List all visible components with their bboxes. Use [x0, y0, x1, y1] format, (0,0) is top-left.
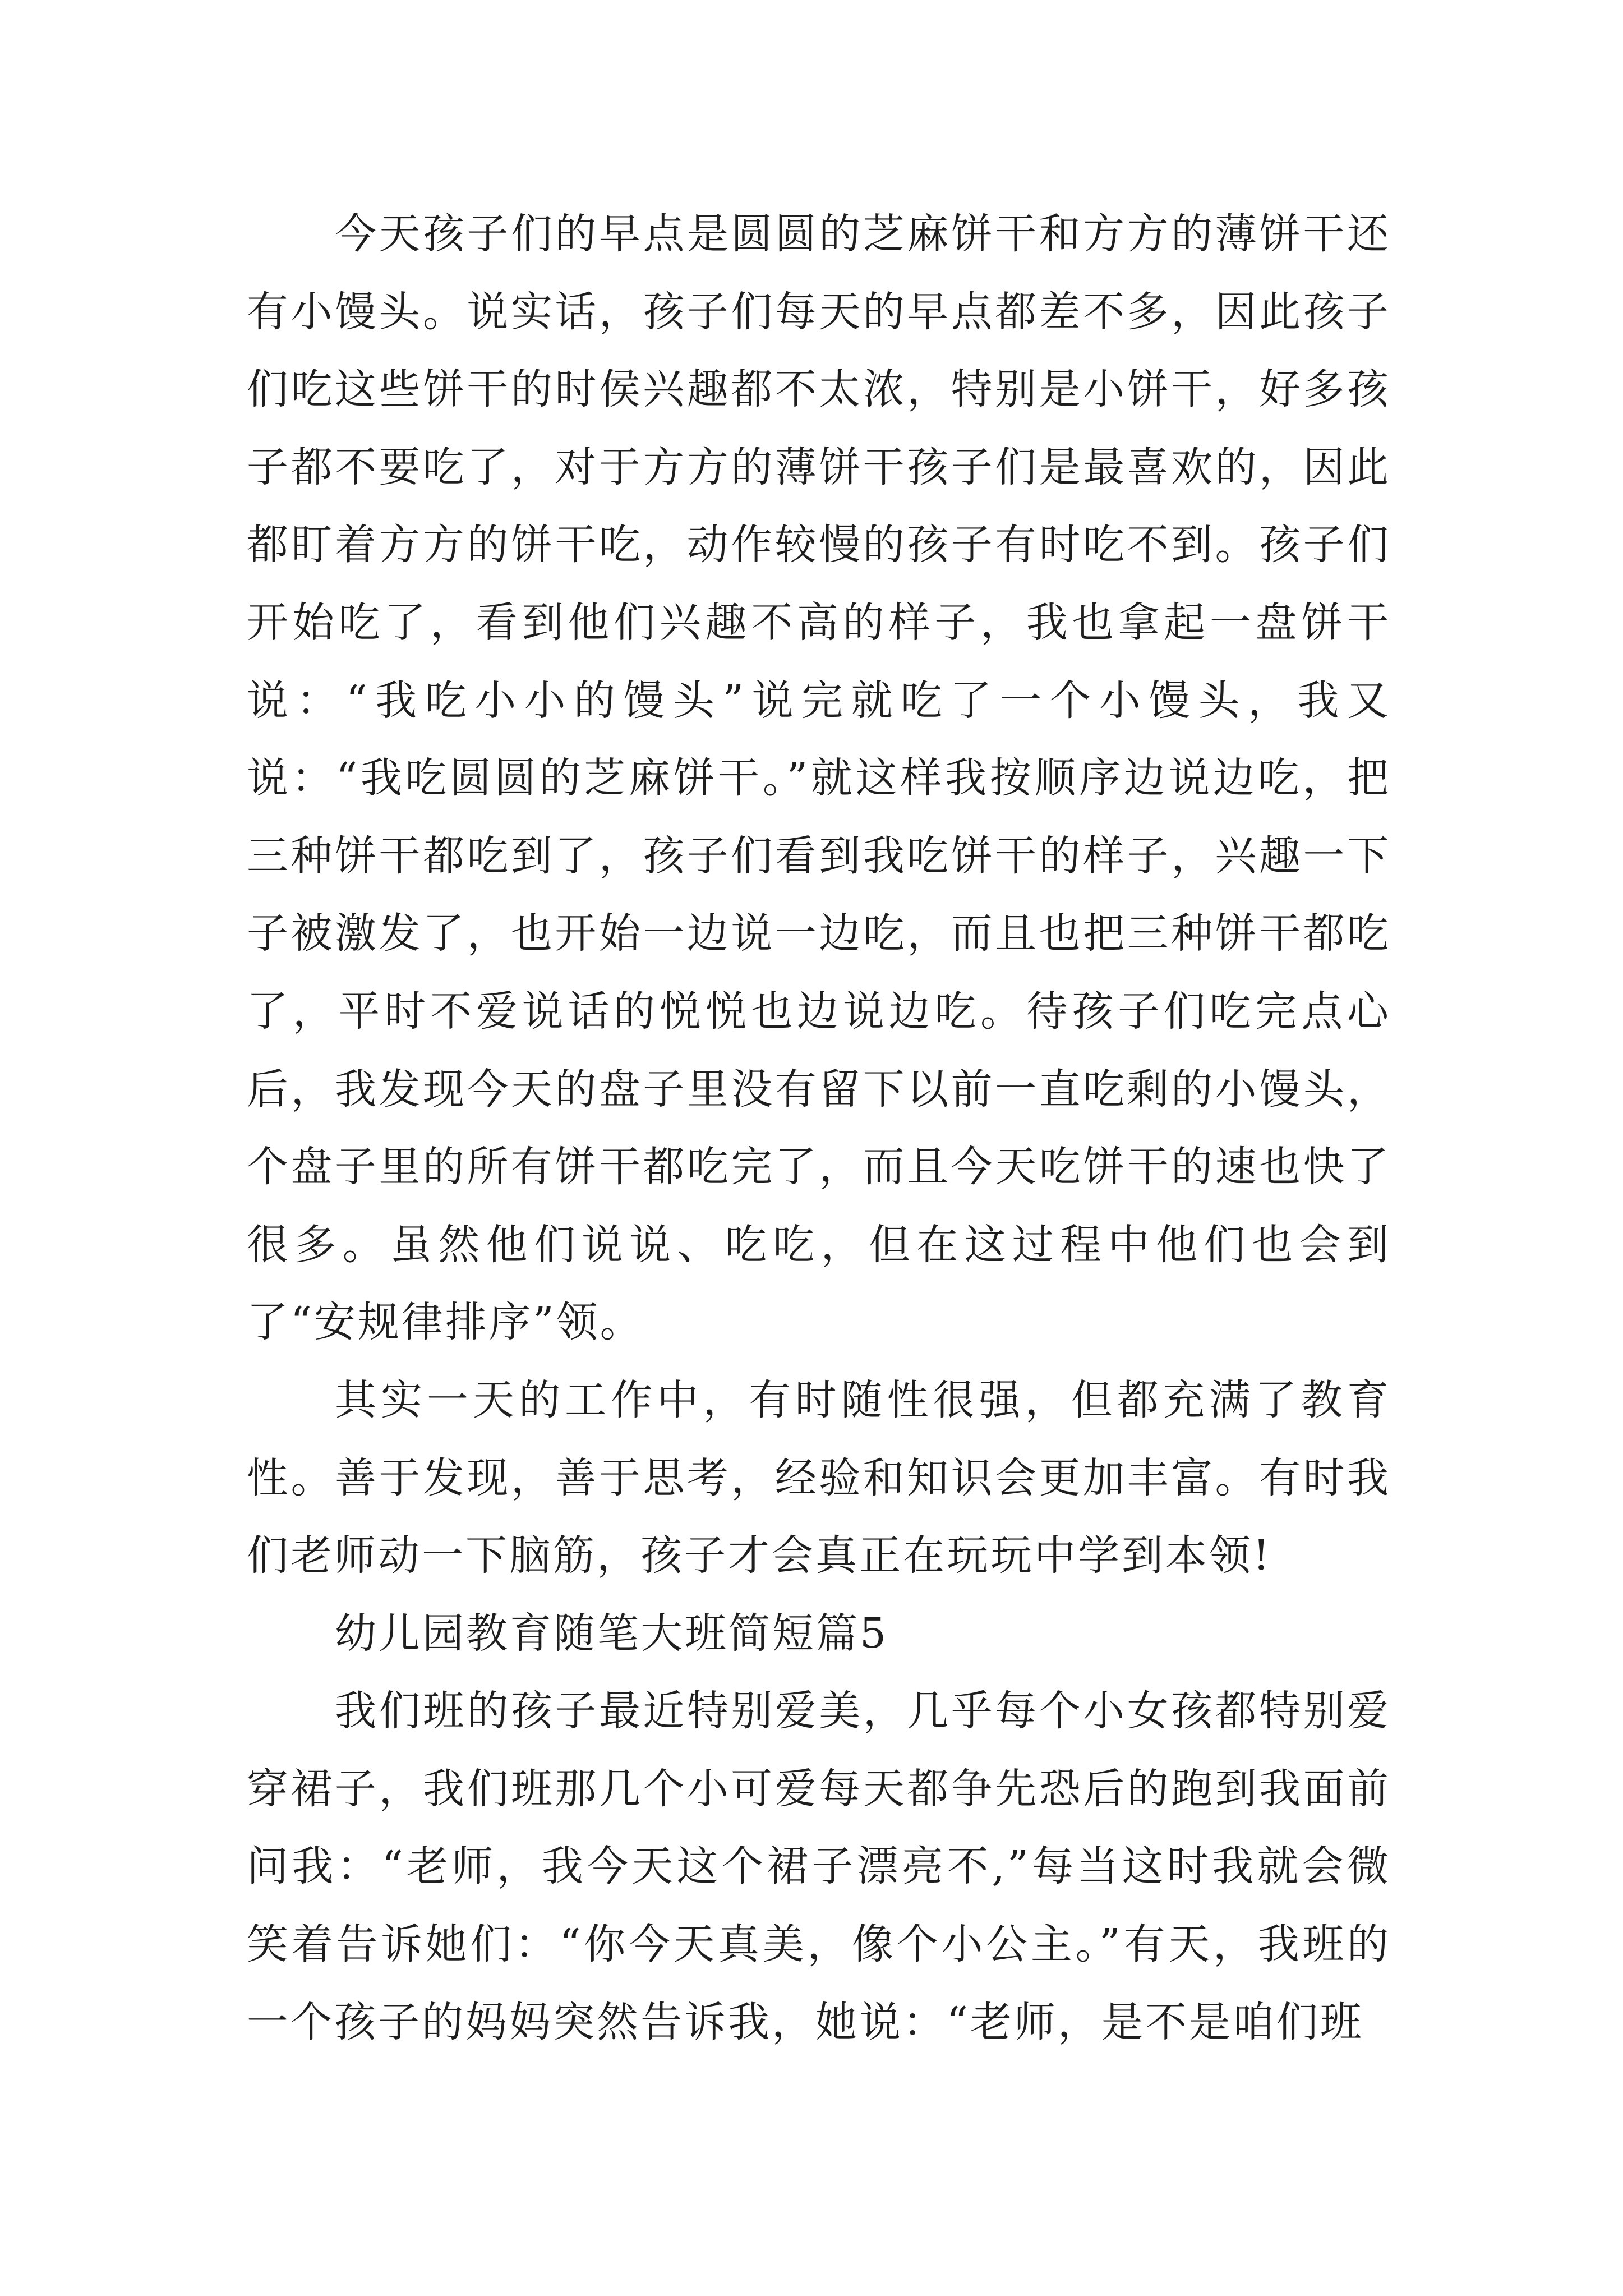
paragraph-reflection: 其实一天的工作中，有时随性很强，但都充满了教育性。善于发现，善于思考，经验和知识会更加丰富。有时我们老师动一下脑筋，孩子才会真正在玩玩中学到本领!	[247, 1375, 1391, 1580]
section-heading: 幼儿园教育随笔大班简短篇5	[335, 1609, 889, 1658]
paragraph-snack-story: 今天孩子们的早点是圆圆的芝麻饼干和方方的薄饼干还有小馒头。说实话，孩子们每天的早点都差不多，因此孩子们吃这些饼干的时侯兴趣都不太浓，特别是小饼干，好多孩子都不要吃了，对于方方的薄饼干孩子们是最喜欢的，因此都盯着方方的饼干吃，动作较慢的孩子有时吃不到。孩子们开始吃了，看到他们兴趣不高的样子，我也拿起一盘饼干说：“我吃小小的馒头”说完就吃了一个小馒头，我又说：“我吃圆圆的芝麻饼干。”就这样我按顺序边说边吃，把三种饼干都吃到了，孩子们看到我吃饼干的样子，兴趣一下子被激发了，也开始一边说一边吃，而且也把三种饼干都吃了，平时不爱说话的悦悦也边说边吃。待孩子们吃完点心后，我发现今天的盘子里没有留下以前一直吃剩的小馒头，个盘子里的所有饼干都吃完了，而且今天吃饼干的速也快了很多。虽然他们说说、吃吃，但在这过程中他们也会到了“安规律排序”领。	[247, 210, 1391, 1347]
paragraph-dress-story: 我们班的孩子最近特别爱美，几乎每个小女孩都特别爱穿裙子，我们班那几个小可爱每天都争先恐后的跑到我面前问我：“老师，我今天这个裙子漂亮不,”每当这时我就会微笑着告诉她们：“你今天真美，像个小公主。”有天，我班的一个孩子的妈妈突然告诉我，她说：“老师，是不是咱们班	[247, 1687, 1391, 2046]
document-body	[247, 195, 1391, 2061]
